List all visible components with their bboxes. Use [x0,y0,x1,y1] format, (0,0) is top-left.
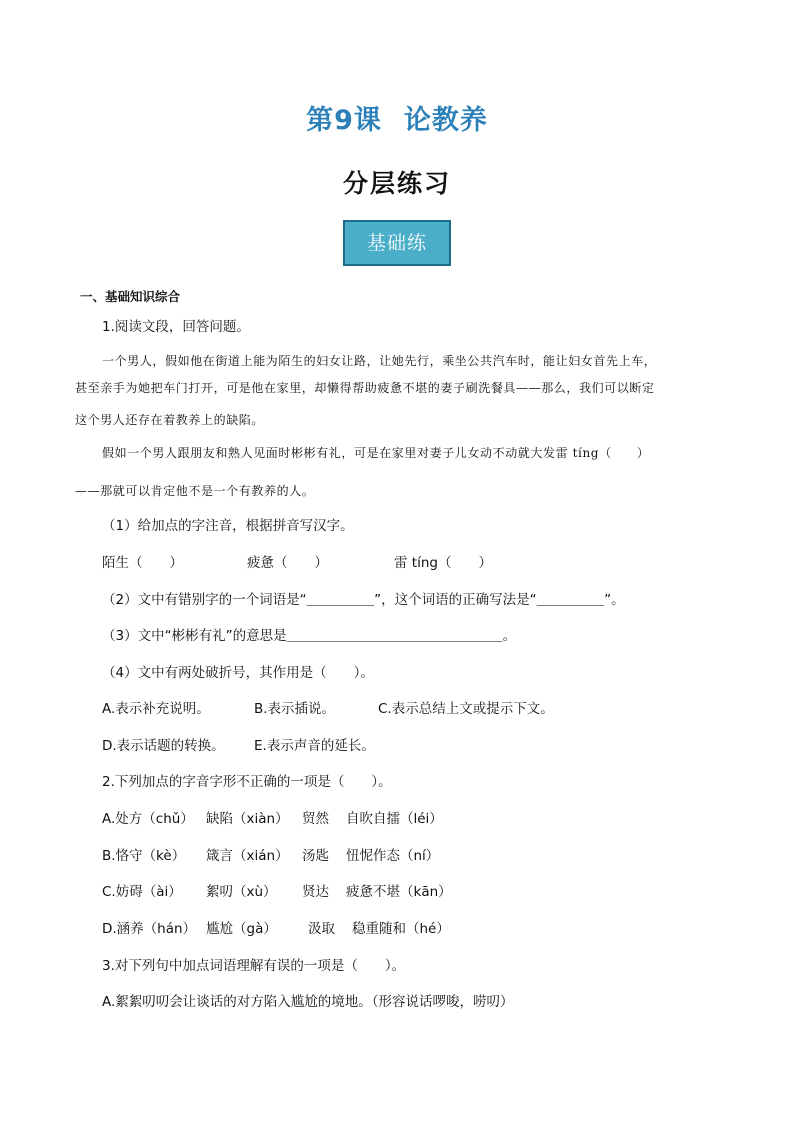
option-part: B.恪守（kè） [102,848,186,864]
page-subtitle: 分层练习 [342,169,451,198]
option-part: 缺陷（xiàn） [206,811,289,827]
option-part: D.涵养（hán） [102,921,197,937]
blank-item: 疲惫（ ） [247,555,328,571]
section-heading: 一、基础知识综合 [80,289,181,304]
option-part: 尴尬（gà） [206,921,277,937]
option-part: 贸然 [302,811,329,827]
option-part: 箴言（xián） [206,848,289,864]
passage-line: 这个男人还存在着教养上的缺陷。 [75,413,265,427]
option-c: C.表示总结上文或提示下文。 [378,701,554,717]
question-3-option-a: A.絮絮叨叨会让谈话的对方陷入尴尬的境地。（形容说话啰唆，唠叨） [102,994,514,1010]
level-badge: 基础练 [343,220,451,266]
lesson-name: 论教养 [403,105,488,136]
question-2-stem: 2.下列加点的字音字形不正确的一项是（ ）。 [102,774,392,790]
option-part: 絮叨（xù） [206,884,277,900]
question-2-option [102,883,452,901]
lesson-title [0,98,794,137]
passage-line: 一个男人，假如他在街道上能为陌生的妇女让路，让她先行，乘坐公共汽车时，能让妇女首先上车， [102,354,657,368]
blank-item: 雷 tíng（ ） [394,555,492,571]
option-part: 稳重随和（hé） [352,921,450,937]
option-part: 汤匙 [302,848,329,864]
question-3-stem: 3.对下列句中加点词语理解有误的一项是（ ）。 [102,958,406,974]
lesson-number: 第9课 [306,105,382,136]
option-part: C.妨碍（ài） [102,884,182,900]
option-part: 汲取 [308,921,335,937]
option-d: D.表示话题的转换。 [102,738,225,754]
option-part: 忸怩作态（ní） [346,848,440,864]
subquestion-4-options [102,700,554,718]
passage-line: 甚至亲手为她把车门打开，可是他在家里，却懒得帮助疲惫不堪的妻子刷洗餐具——那么，我们可以断定 [75,381,655,395]
option-part: 疲惫不堪（kān） [346,884,452,900]
question-2-option [102,920,450,938]
option-b: B.表示插说。 [254,701,336,717]
question-1-stem: 1.阅读文段，回答问题。 [102,319,250,335]
option-part: A.处方（chǔ） [102,811,194,827]
passage-line: 假如一个男人跟朋友和熟人见面时彬彬有礼，可是在家里对妻子儿女动不动就大发雷 tíng（ ） [102,446,650,460]
question-2-option [102,810,443,828]
subquestion-2: （2）文中有错别字的一个词语是“＿＿＿＿＿”，这个词语的正确写法是“＿＿＿＿＿”。 [102,592,625,608]
subquestion-1: （1）给加点的字注音，根据拼音写汉字。 [102,518,354,534]
subquestion-1-items [102,554,492,572]
subquestion-4-options [102,737,375,755]
subquestion-3: （3）文中“彬彬有礼”的意思是＿＿＿＿＿＿＿＿＿＿＿＿＿＿＿＿。 [102,628,517,644]
option-a: A.表示补充说明。 [102,701,210,717]
subquestion-4: （4）文中有两处破折号，其作用是（ ）。 [102,665,374,681]
question-2-option [102,847,439,865]
option-e: E.表示声音的延长。 [254,738,375,754]
passage-line: ——那就可以肯定他不是一个有教养的人。 [75,484,315,498]
option-part: 贤达 [302,884,329,900]
blank-item: 陌生（ ） [102,555,183,571]
option-part: 自吹自擂（léi） [346,811,443,827]
